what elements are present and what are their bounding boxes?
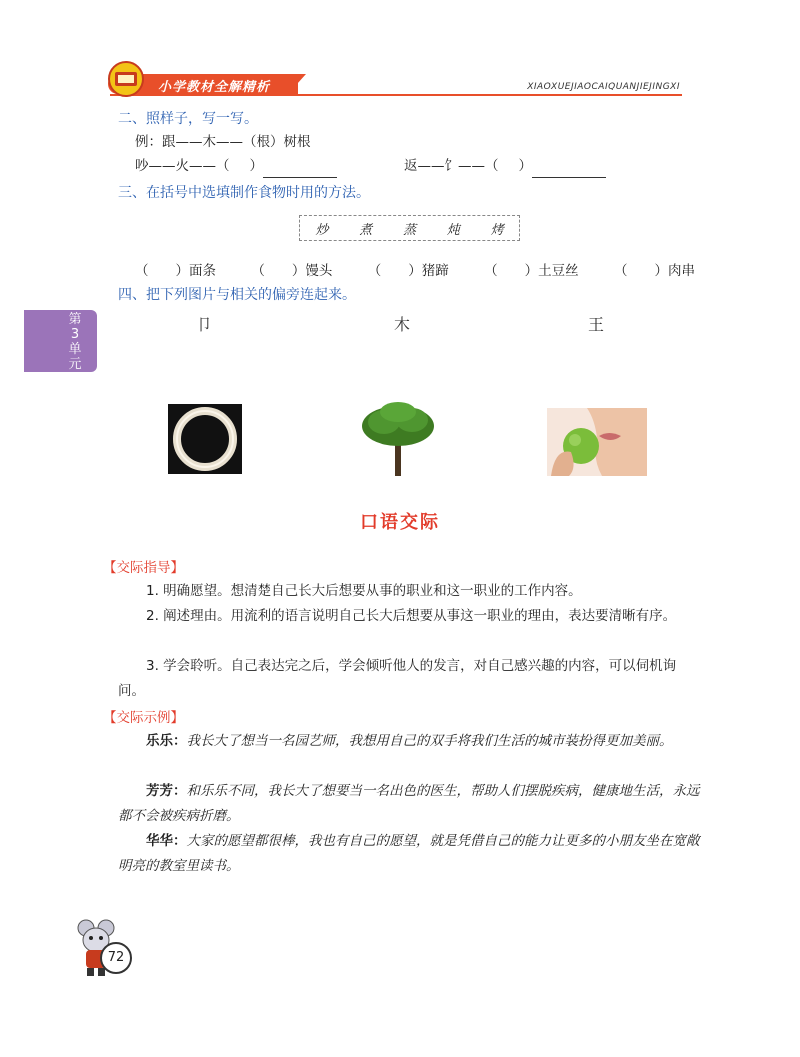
food-item[interactable]: （ ）肉串: [614, 263, 695, 279]
example-item: [118, 729, 700, 754]
item2-prefix: 返——饣——（: [404, 158, 499, 174]
answer-blank[interactable]: [532, 163, 606, 178]
radical-label[interactable]: 卩: [196, 315, 213, 334]
guide-item: 2. 阐述理由。用流利的语言说明自己长大后想要从事这一职业的理由，表达要清晰有序。: [146, 608, 677, 624]
header-bar-end: [288, 74, 306, 94]
section2-example: 例：跟——木——（根）树根: [135, 134, 311, 150]
unit-tab-char: 3: [70, 327, 80, 342]
item2-bracket-close: ）: [518, 158, 532, 174]
food-item[interactable]: （ ）馒头: [251, 263, 333, 279]
method-option: 烤: [490, 222, 504, 238]
guide-item: 1. 明确愿望。想清楚自己长大后想要从事的职业和这一职业的工作内容。: [146, 583, 582, 599]
section2-heading: 二、照样子，写一写。: [118, 111, 258, 127]
oral-communication-title: 口语交际: [360, 512, 440, 533]
speaker-name: 乐乐：: [146, 733, 187, 749]
food-fill-row: [135, 259, 695, 279]
speaker-text: 大家的愿望都很棒，我也有自己的愿望，就是凭借自己的能力让更多的小朋友坐在宽敞明亮的教室里读书。: [118, 833, 700, 874]
section2-item2: [404, 156, 606, 178]
guide-item: 3. 学会聆听。自己表达完之后，学会倾听他人的发言，对自己感兴趣的内容，可以伺机询问。: [118, 658, 677, 699]
method-options: [300, 216, 519, 240]
eating-apple-image[interactable]: [547, 408, 647, 476]
page-number: 72: [100, 942, 132, 974]
tree-image[interactable]: [358, 400, 438, 478]
item1-bracket-close: ）: [249, 158, 263, 174]
example-item: [118, 779, 700, 829]
food-item[interactable]: （ ）土豆丝: [484, 263, 579, 279]
section4-heading: 四、把下列图片与相关的偏旁连起来。: [118, 287, 356, 303]
unit-tab-char: 单: [68, 342, 82, 357]
unit-tab-char: 元: [68, 357, 82, 372]
section3-heading: 三、在括号中选填制作食物时用的方法。: [118, 185, 370, 201]
speaker-name: 芳芳：: [146, 783, 187, 799]
header-pinyin: XIAOXUEJIAOCAIQUANJIEJINGXI: [527, 82, 680, 92]
food-item[interactable]: （ ）猪蹄: [367, 263, 449, 279]
method-option: 煮: [359, 222, 373, 238]
example-item: [118, 829, 700, 879]
radical-label[interactable]: 木: [394, 315, 411, 334]
answer-blank[interactable]: [263, 163, 337, 178]
jade-bracelet-image[interactable]: [168, 404, 242, 474]
speaker-text: 我长大了想当一名园艺师，我想用自己的双手将我们生活的城市装扮得更加美丽。: [186, 733, 673, 749]
header-title: 小学教材全解精析: [158, 80, 271, 95]
unit-tab-char: 第: [68, 312, 82, 327]
radical-label[interactable]: 王: [588, 315, 605, 334]
guide-heading: 【交际指导】: [103, 560, 184, 576]
section2-item1: [135, 156, 337, 178]
unit-tab-label: [60, 312, 90, 372]
example-heading: 【交际示例】: [103, 710, 184, 726]
book-logo-icon: [104, 60, 148, 98]
method-option: 炒: [315, 222, 329, 238]
speaker-text: 和乐乐不同，我长大了想要当一名出色的医生，帮助人们摆脱疾病，健康地生活，永远都不会被疾病折磨。: [118, 783, 700, 824]
speaker-name: 华华：: [146, 833, 187, 849]
food-item[interactable]: （ ）面条: [135, 263, 216, 279]
item1-prefix: 吵——火——（: [135, 158, 230, 174]
method-option: 炖: [446, 222, 460, 238]
method-option: 蒸: [402, 222, 416, 238]
